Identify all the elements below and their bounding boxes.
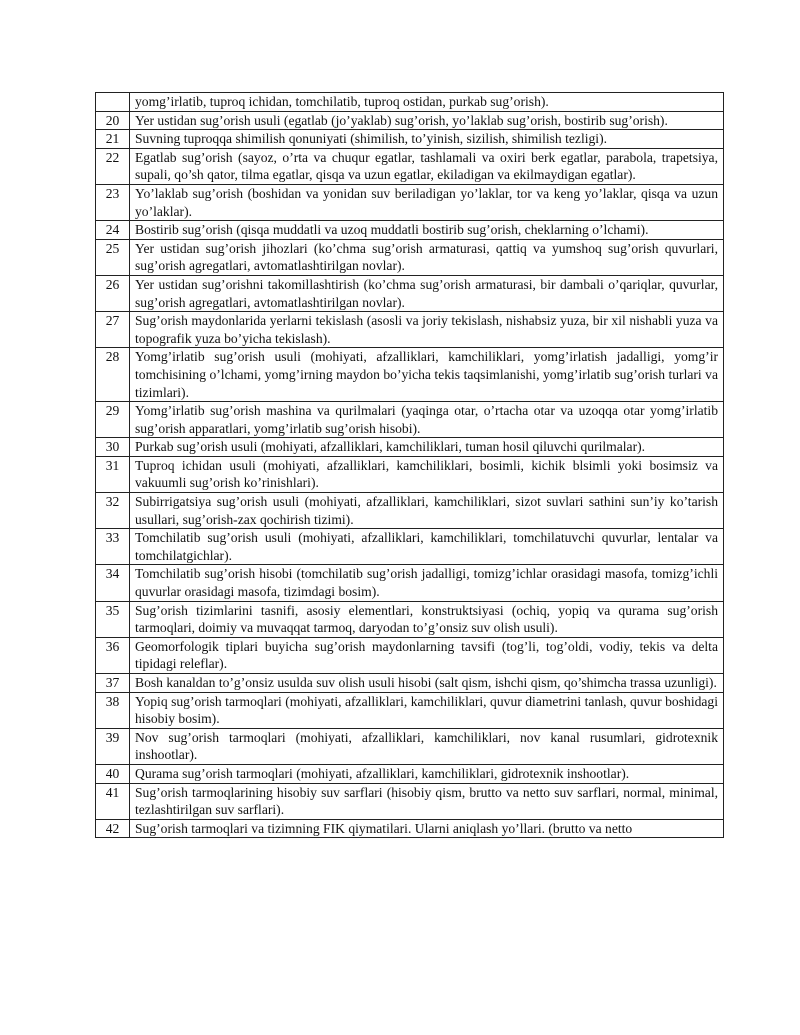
row-number: 39 [96,728,130,764]
table-row [96,275,724,311]
row-number: 35 [96,601,130,637]
row-number: 31 [96,456,130,492]
table-row [96,184,724,220]
row-text: Yomg’irlatib sug’orish usuli (mohiyati, afzalliklari, kamchiliklari, yomg’irlatish jadalligi, yomg’ir tomchisining o’lchami, yomg’irning maydon bo’yicha tekis taqsimlanishi, yomg’irlatib sug’orish turlari va tizimlari). [130,348,724,402]
row-text: Sug’orish tarmoqlari va tizimning FIK qiymatilari. Ularni aniqlash yo’llari. (brutto va netto [130,819,724,838]
row-text: Bostirib sug’orish (qisqa muddatli va uzoq muddatli bostirib sug’orish, cheklarning o’lchami). [130,221,724,240]
table-row [96,312,724,348]
row-text: Yo’laklab sug’orish (boshidan va yonidan suv beriladigan yo’laklar, tor va keng yo’laklar, qisqa va uzun yo’laklar). [130,184,724,220]
row-number: 30 [96,438,130,457]
row-text: yomg’irlatib, tuproq ichidan, tomchilatib, tuproq ostidan, purkab sug’orish). [130,93,724,112]
table-row [96,456,724,492]
questions-table [95,92,724,838]
table-row [96,674,724,693]
table-row [96,93,724,112]
row-text: Purkab sug’orish usuli (mohiyati, afzalliklari, kamchiliklari, tuman hosil qiluvchi qurilmalar). [130,438,724,457]
row-number [96,93,130,112]
table-row [96,601,724,637]
row-number: 37 [96,674,130,693]
table-row [96,438,724,457]
row-text: Suvning tuproqqa shimilish qonuniyati (shimilish, to’yinish, sizilish, shimilish tezligi). [130,130,724,149]
row-number: 21 [96,130,130,149]
table-row [96,239,724,275]
row-number: 25 [96,239,130,275]
row-text: Subirrigatsiya sug’orish usuli (mohiyati, afzalliklari, kamchiliklari, sizot suvlari sathini sun’iy ko’tarish usullari, sug’orish-zax qochirish tizimi). [130,493,724,529]
row-text: Egatlab sug’orish (sayoz, o’rta va chuqur egatlar, tashlamali va oxiri berk egatlar, parabola, trapetsiya, supali, qo’sh qator, tilma egatlar, qisqa va uzun egatlar, ekiladigan va ekilmaydigan egatlar). [130,148,724,184]
row-number: 32 [96,493,130,529]
row-text: Geomorfologik tiplari buyicha sug’orish maydonlarning tavsifi (tog’li, tog’oldi, vodiy, tekis va delta tipidagi releflar). [130,637,724,673]
table-row [96,529,724,565]
row-text: Qurama sug’orish tarmoqlari (mohiyati, afzalliklari, kamchiliklari, gidrotexnik inshootlar). [130,764,724,783]
row-number: 20 [96,111,130,130]
row-text: Yopiq sug’orish tarmoqlari (mohiyati, afzalliklari, kamchiliklari, quvur diametrini tanlash, quvur boshidagi hisobiy bosim). [130,692,724,728]
row-text: Tomchilatib sug’orish hisobi (tomchilatib sug’orish jadalligi, tomizg’ichlar orasidagi masofa, tomizg’ichli quvurlar orasidagi masofa, tizimdagi bosim). [130,565,724,601]
table-row [96,348,724,402]
row-text: Tuproq ichidan usuli (mohiyati, afzalliklari, kamchiliklari, bosimli, kichik blsimli yoki bosimsiz va vakuumli sug’orish ko’rinishlari). [130,456,724,492]
table-row [96,148,724,184]
row-text: Sug’orish maydonlarida yerlarni tekislash (asosli va joriy tekislash, nishabsiz yuza, bir xil nishabli yuza va topografik yuza bo’yicha tekislash). [130,312,724,348]
row-text: Sug’orish tarmoqlarining hisobiy suv sarflari (hisobiy qism, brutto va netto suv sarflari, normal, minimal, tezlashtirilgan suv sarflari). [130,783,724,819]
row-number: 33 [96,529,130,565]
table-row [96,637,724,673]
table-row [96,130,724,149]
document-page [95,92,724,838]
row-number: 38 [96,692,130,728]
row-text: Yer ustidan sug’orish usuli (egatlab (jo’yaklab) sug’orish, yo’laklab sug’orish, bostirib sug’orish). [130,111,724,130]
row-text: Yer ustidan sug’orish jihozlari (ko’chma sug’orish armaturasi, qattiq va yumshoq sug’orish quvurlari, sug’orish agregatlari, avtomatlashtirilgan novlar). [130,239,724,275]
row-number: 28 [96,348,130,402]
table-row [96,783,724,819]
questions-table-body [96,93,724,838]
row-number: 29 [96,402,130,438]
table-row [96,402,724,438]
row-number: 36 [96,637,130,673]
table-row [96,111,724,130]
row-number: 23 [96,184,130,220]
row-text: Sug’orish tizimlarini tasnifi, asosiy elementlari, konstruktsiyasi (ochiq, yopiq va qurama sug’orish tarmoqlari, doimiy va muvaqqat tarmoq, daryodan to’g’onsiz suv olish usuli). [130,601,724,637]
table-row [96,565,724,601]
row-number: 27 [96,312,130,348]
row-text: Bosh kanaldan to’g’onsiz usulda suv olish usuli hisobi (salt qism, ishchi qism, qo’shimcha trassa uzunligi). [130,674,724,693]
row-number: 24 [96,221,130,240]
row-number: 42 [96,819,130,838]
table-row [96,764,724,783]
table-row [96,728,724,764]
table-row [96,819,724,838]
row-number: 26 [96,275,130,311]
table-row [96,692,724,728]
row-number: 34 [96,565,130,601]
row-number: 40 [96,764,130,783]
table-row [96,493,724,529]
table-row [96,221,724,240]
row-text: Tomchilatib sug’orish usuli (mohiyati, afzalliklari, kamchiliklari, tomchilatuvchi quvurlar, lentalar va tomchilatgichlar). [130,529,724,565]
row-text: Yer ustidan sug’orishni takomillashtirish (ko’chma sug’orish armaturasi, bir dambali o’qariqlar, quvurlar, sug’orish agregatlari, avtomatlashtirilgan novlar). [130,275,724,311]
row-number: 41 [96,783,130,819]
row-text: Nov sug’orish tarmoqlari (mohiyati, afzalliklari, kamchiliklari, nov kanal rusumlari, gidrotexnik inshootlar). [130,728,724,764]
row-text: Yomg’irlatib sug’orish mashina va qurilmalari (yaqinga otar, o’rtacha otar va uzoqqa otar yomg’irlatib sug’orish apparatlari, yomg’irlatib sug’orish hisobi). [130,402,724,438]
row-number: 22 [96,148,130,184]
